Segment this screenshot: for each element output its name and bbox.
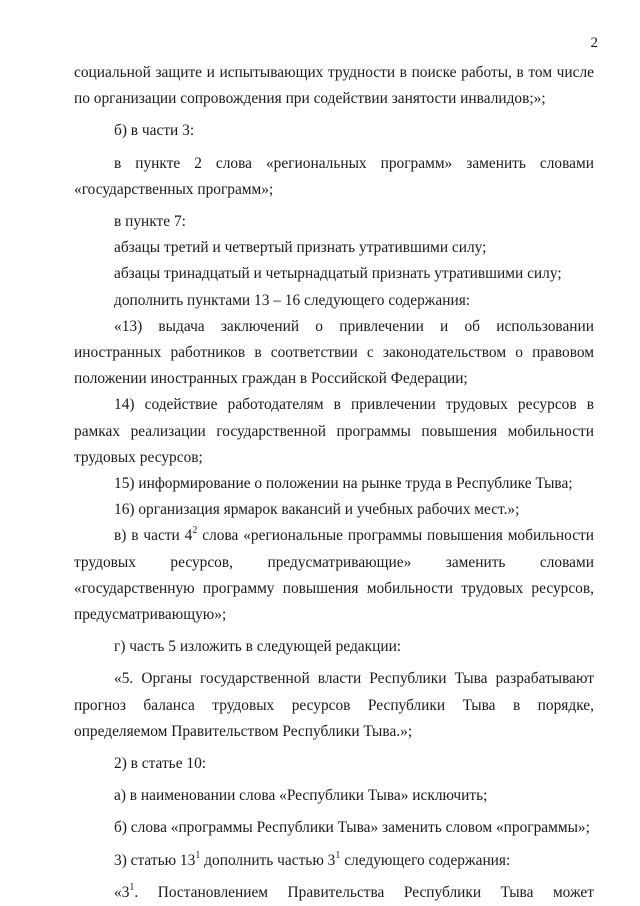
paragraph-6: абзацы тринадцатый и четырнадцатый признать утратившими силу; <box>114 265 562 283</box>
paragraph-18-superscript-2: 1 <box>335 849 341 861</box>
paragraph-4: в пункте 7: <box>114 213 186 231</box>
paragraph-19-superscript: 1 <box>129 881 135 893</box>
paragraph-18-superscript-1: 1 <box>195 849 201 861</box>
paragraph-8: «13) выдача заключений о привлечении и об использовании иностранных работников в соответствии с законодательством о правовом положении иностранных граждан в Российской Федерации; <box>74 317 594 388</box>
paragraph-12-part-1: в) в части 4 <box>114 527 193 545</box>
paragraph-18 <box>74 848 594 874</box>
paragraph-14: «5. Органы государственной власти Республики Тыва разрабатывают прогноз баланса трудовых ресурсов Республики Тыва в порядке, определяемом Правительством Республики Тыва.»; <box>74 670 594 740</box>
paragraph-5: абзацы третий и четвертый признать утратившими силу; <box>114 239 487 257</box>
paragraph-15: 2) в статье 10: <box>114 755 207 773</box>
paragraph-16: а) в наименовании слова «Республики Тыва» исключить; <box>114 787 488 805</box>
paragraph-9: 14) содействие работодателям в привлечении трудовых ресурсов в рамках реализации государственной программы повышения мобильности трудовых ресурсов; <box>74 396 594 466</box>
paragraph-2: б) в части 3: <box>114 122 195 140</box>
paragraph-1: социальной защите и испытывающих трудности в поиске работы, в том числе по организации сопровождения при содействии занятости инвалидов;»; <box>74 64 594 108</box>
paragraph-18-part-3: следующего содержания: <box>340 851 511 869</box>
paragraph-18-part-2: дополнить частью 3 <box>200 851 336 869</box>
paragraph-7: дополнить пунктами 13 – 16 следующего содержания: <box>114 291 471 309</box>
paragraph-19-part-2: . Постановлением Правительства Республики Тыва может <box>134 883 594 901</box>
paragraph-19 <box>74 880 594 906</box>
paragraph-11: 16) организация ярмарок вакансий и учебных рабочих мест.»; <box>114 501 520 519</box>
paragraph-19-part-1: «3 <box>114 883 130 901</box>
paragraph-3: в пункте 2 слова «региональных программ» заменить словами «государственных программ»; <box>74 154 594 198</box>
paragraph-12 <box>74 523 594 628</box>
paragraph-13: г) часть 5 изложить в следующей редакции: <box>114 638 402 656</box>
paragraph-10: 15) информирование о положении на рынке труда в Республике Тыва; <box>114 475 573 493</box>
paragraph-17: б) слова «программы Республики Тыва» заменить словом «программы»; <box>114 819 590 837</box>
paragraph-12-part-2: слова «региональные программы повышения мобильности трудовых ресурсов, предусматривающие» заменить словами «государственную программу повышения мобильности трудовых ресурсов, предусматривающую»; <box>74 527 594 624</box>
document-body <box>74 60 594 906</box>
paragraph-12-superscript: 2 <box>192 525 198 537</box>
paragraph-18-part-1: 3) статью 13 <box>114 851 196 869</box>
page-number: 2 <box>590 35 598 51</box>
